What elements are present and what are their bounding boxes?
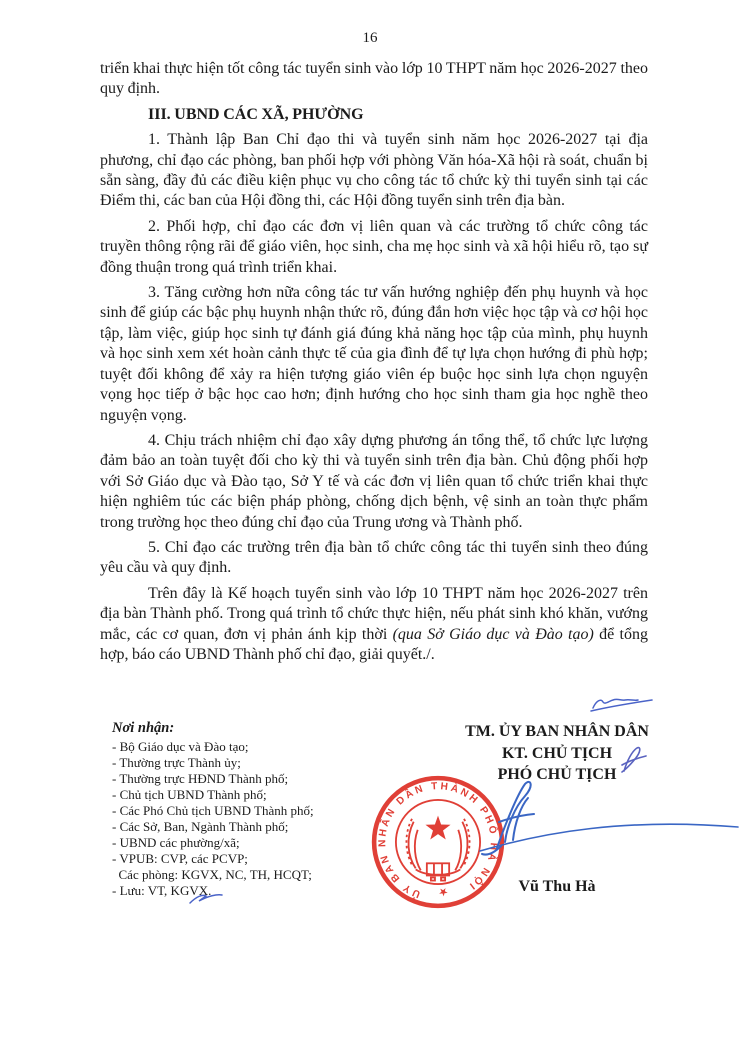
- recipient-item: - UBND các phường/xã;: [112, 835, 240, 850]
- handwritten-signature: [455, 770, 740, 888]
- section-heading: III. UBND CÁC XÃ, PHƯỜNG: [148, 105, 364, 123]
- document-body: [0, 59, 740, 665]
- recipient-item: - Chủ tịch UBND Thành phố;: [112, 787, 267, 802]
- document-footer: [0, 714, 740, 1046]
- page-number: 16: [362, 30, 378, 46]
- paragraph-5: 5. Chỉ đạo các trường trên địa bàn tổ chức công tác thi tuyển sinh theo đúng yêu cầu và quy định.: [100, 538, 648, 577]
- recipient-item: - VPUB: CVP, các PCVP;: [112, 851, 248, 866]
- paragraph-4: 4. Chịu trách nhiệm chỉ đạo xây dựng phương án tổng thể, tổ chức lực lượng đảm bảo an toàn tuyệt đối cho kỳ thi và tuyển sinh trên địa bàn. Chủ động phối hợp với Sở Giáo dục và Đào tạo, Sở Y tế và các đơn vị liên quan tổ chức triển khai thực hiện nghiêm túc các biện pháp phòng, chống dịch bệnh, vệ sinh an toàn thực phẩm trong trường học theo đúng chỉ đạo của Trung ương và Thành phố.: [100, 431, 648, 531]
- recipient-item: - Các Sở, Ban, Ngành Thành phố;: [112, 819, 289, 834]
- seal-bottom-star: ★: [437, 884, 449, 898]
- paragraph-1: 1. Thành lập Ban Chỉ đạo thi và tuyển sinh năm học 2026-2027 tại địa phương, chỉ đạo các phòng, ban phối hợp với phòng Văn hóa-Xã hội rà soát, chuẩn bị sẵn sàng, đầy đủ các điều kiện phục vụ cho công tác tổ chức kỳ thi tuyển sinh tại các Điểm thi, các ban của Hội đồng thi, các Hội đồng tuyển sinh trên địa bàn.: [100, 131, 648, 210]
- recipient-item: - Bộ Giáo dục và Đào tạo;: [112, 739, 249, 754]
- paragraph-continuation: triển khai thực hiện tốt công tác tuyển sinh vào lớp 10 THPT năm học 2026-2027 theo quy định.: [100, 60, 648, 98]
- recipient-item: Các phòng: KGVX, NC, TH, HCQT;: [112, 867, 312, 882]
- closing-text-1: Trên đây là Kế hoạch tuyển sinh vào lớp 10 THPT năm học 2026-2027 trên địa bàn Thành phố. Trong quá trình tổ chức thực hiện, nếu phát sinh khó khăn, vướng mắc, các cơ quan, đơn vị phản ánh kịp thời: [100, 584, 648, 643]
- recipients-block: [112, 720, 314, 899]
- recipient-item: - Lưu: VT, KGVX.: [112, 883, 212, 898]
- closing-paragraph: [100, 584, 648, 666]
- paragraph-3: 3. Tăng cường hơn nữa công tác tư vấn hướng nghiệp đến phụ huynh và học sinh để giúp các bậc phụ huynh nhận thức rõ, đúng đắn hơn việc học tập và cơ hội học tập, làm việc, giúp học sinh tự đánh giá đúng khả năng học tập của mình, phụ huynh và học sinh xem xét hoàn cảnh thực tế của gia đình để tự lựa chọn hướng đi phù hợp; tuyệt đối không để xảy ra hiện tượng giáo viên ép buộc học sinh lựa chọn nguyện vọng học tiếp ở bậc học cao hơn; định hướng cho học sinh tham gia học nghề theo nguyện vọng.: [100, 284, 648, 424]
- recipient-item: - Thường trực HĐND Thành phố;: [112, 771, 289, 786]
- closing-text-2: để tổng hợp, báo cáo UBND Thành phố chỉ đạo, giải quyết./.: [100, 625, 649, 663]
- recipients-title: Nơi nhận:: [112, 720, 175, 736]
- paragraph-2: 2. Phối hợp, chỉ đạo các đơn vị liên quan và các trường tổ chức công tác truyền thông rộng rãi để giáo viên, học sinh, cha mẹ học sinh và xã hội hiểu rõ, tạo sự đồng thuận trong quá trình triển khai.: [100, 217, 648, 276]
- recipient-item: - Các Phó Chủ tịch UBND Thành phố;: [112, 803, 314, 818]
- ink-tick-scribble: [184, 890, 228, 910]
- signing-title-kt: KT. CHỦ TỊCH: [501, 744, 613, 762]
- closing-text-italic: (qua Sở Giáo dục và Đào tạo): [392, 625, 594, 643]
- seal-ring-text: ỦY BAN NHÂN DÂN THÀNH PHỐ HÀ NỘI: [377, 781, 499, 900]
- signing-authority: TM. ỦY BAN NHÂN DÂN: [465, 723, 649, 740]
- signing-title-pho: PHÓ CHỦ TỊCH: [497, 766, 617, 783]
- signer-name: Vũ Thu Hà: [518, 878, 596, 895]
- recipient-item: - Thường trực Thành ủy;: [112, 755, 241, 770]
